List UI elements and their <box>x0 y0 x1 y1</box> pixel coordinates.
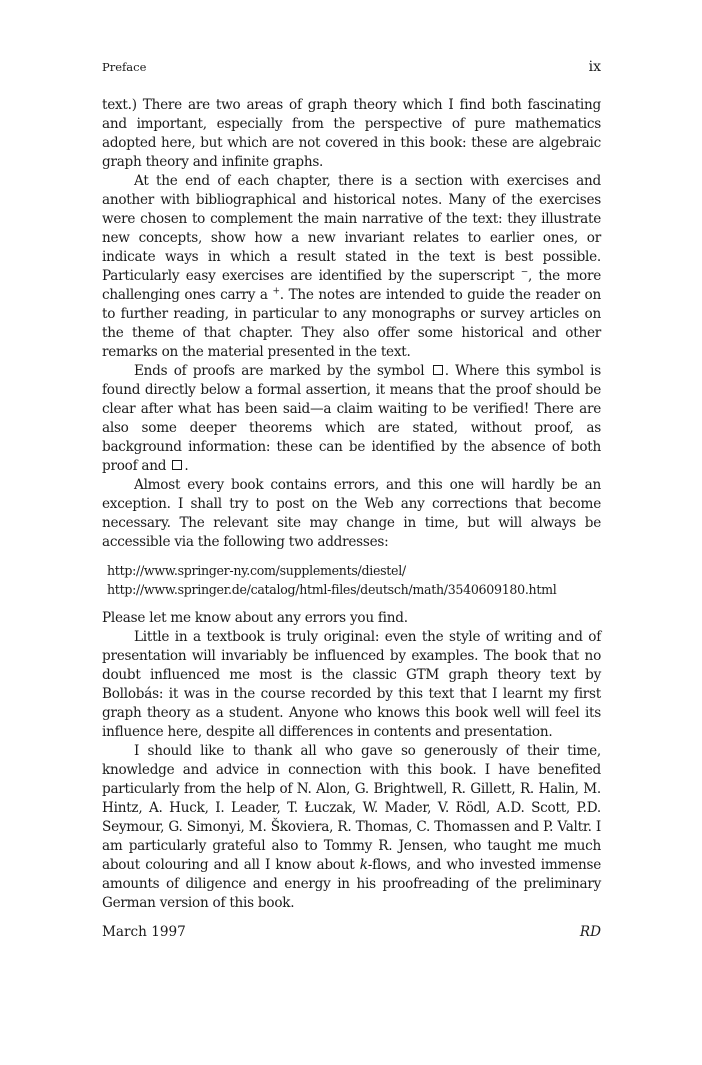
paragraph: text.) There are two areas of graph theory which I find both fascinating and important, especially from the perspective of pure mathematics adopted here, but which are not covered in this book: these are algebraic graph theory and infinite graphs. <box>102 97 601 170</box>
text-run: . <box>184 458 189 474</box>
running-head <box>102 59 601 75</box>
text-run: , the more challenging ones carry a <box>102 268 601 303</box>
paragraph: Please let me know about any errors you find. <box>102 610 408 626</box>
qed-box-icon <box>433 365 443 375</box>
paragraph-acknowledgements <box>102 742 601 913</box>
text-run: At the end of each chapter, there is a section with exercises and another with bibliographical and historical notes. Many of the exercises were chosen to complement the main narrative of the text: they illustrate new concepts, show how a new invariant relates to earlier ones, or indicate ways in which a result stated in the text is best possible. Particularly easy exercises are identified by the superscript <box>102 173 601 284</box>
page-number: ix <box>588 59 601 75</box>
qed-box-icon <box>172 460 182 470</box>
text-run: Ends of proofs are marked by the symbol <box>134 363 431 379</box>
signoff <box>102 923 601 942</box>
paragraph-exercises <box>102 172 601 362</box>
text-run: -flows, and who invested immense amounts of diligence and energy in his proofreading of the preliminary German version of this book. <box>102 857 601 911</box>
text-run: . The notes are intended to guide the reader on to further reading, in particular to any monographs or survey articles on the theme of that chapter. They also offer some historical and other remarks on the material presented in the text. <box>102 287 601 360</box>
paragraph-influence: Little in a textbook is truly original: even the style of writing and of presentation will invariably be influenced by examples. The book that no doubt influenced me most is the classic GTM graph theory text by Bollobás: it was in the course recorded by this text that I learnt my first graph theory as a student. Anyone who knows this book well will feel its influence here, despite all differences in contents and presentation. <box>102 629 601 740</box>
paragraph-proof-symbol <box>102 362 601 476</box>
text-run: . Where this symbol is found directly below a formal assertion, it means that the proof should be clear after what has been said—a claim waiting to be verified! There are also some deeper theorems which are stated, without proof, as background information: these can be identified by the absence of both proof and <box>102 363 601 474</box>
superscript-plus: + <box>272 286 280 297</box>
superscript-minus: − <box>520 267 528 278</box>
book-page <box>102 0 601 1065</box>
section-title: Preface <box>102 60 147 74</box>
url-link[interactable]: http://www.springer.de/catalog/html-files/deutsch/math/3540609180.html <box>107 582 557 597</box>
text-run: I should like to thank all who gave so generously of their time, knowledge and advice in connection with this book. I have benefited particularly from the help of N. Alon, G. Brightwell, R. Gillett, R. Halin, M. Hintz, A. Huck, I. Leader, T. Łuczak, W. Mader, V. Rödl, A.D. Scott, P.D. Seymour, G. Simonyi, M. Škoviera, R. Thomas, C. Thomassen and P. Valtr. I am particularly grateful also to Tommy R. Jensen, who taught me much about colouring and all I know about <box>102 743 601 873</box>
url-link[interactable]: http://www.springer-ny.com/supplements/diestel/ <box>107 563 406 578</box>
signoff-date: March 1997 <box>102 924 186 940</box>
signoff-initials: RD <box>579 924 601 940</box>
url-list <box>107 561 601 599</box>
body-text <box>102 96 601 942</box>
paragraph-errors: Almost every book contains errors, and this one will hardly be an exception. I shall try to post on the Web any corrections that become necessary. The relevant site may change in time, but will always be accessible via the following two addresses: <box>102 477 601 550</box>
italic-k: k <box>359 857 368 873</box>
